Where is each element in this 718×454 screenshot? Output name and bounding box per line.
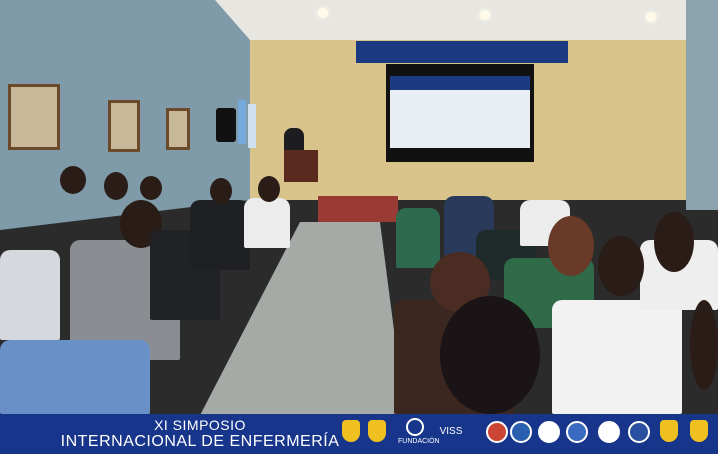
sponsor-badge <box>342 420 360 442</box>
sponsor-logo <box>510 421 532 443</box>
title-line-1: XI SIMPOSIO <box>154 417 246 433</box>
audience-head <box>60 166 86 194</box>
audience-member <box>552 300 682 414</box>
sponsor-logo <box>598 421 620 443</box>
audience-head <box>210 178 232 204</box>
sponsor-logo <box>628 421 650 443</box>
audience-head <box>140 176 162 200</box>
sponsor-badge <box>368 420 386 442</box>
sponsor-logo <box>566 421 588 443</box>
sponsor-logo <box>538 421 560 443</box>
sponsor-logo <box>486 421 508 443</box>
wall-painting <box>108 100 140 152</box>
symposium-title <box>60 417 340 451</box>
fundacion-logo <box>406 418 424 436</box>
audience-member <box>396 208 440 268</box>
projection-screen <box>386 64 534 162</box>
wall-painting <box>166 108 190 150</box>
audience-member <box>0 340 150 414</box>
ceiling-light <box>318 8 328 18</box>
stage <box>318 196 398 222</box>
sponsor-viss: VISS <box>439 426 463 437</box>
flag <box>238 100 246 144</box>
audience-head <box>654 212 694 272</box>
sponsor-badge <box>660 420 678 442</box>
audience-head <box>548 216 594 276</box>
audience-head <box>104 172 128 200</box>
ceiling-light <box>646 12 656 22</box>
audience-head <box>440 296 540 414</box>
audience-head <box>258 176 280 202</box>
title-line-2: INTERNACIONAL DE ENFERMERÍA <box>60 433 340 450</box>
wall-painting <box>8 84 60 150</box>
sponsor-fundacion: FUNDACIÓN <box>398 438 440 445</box>
symposium-banner <box>356 41 568 63</box>
audience-member <box>0 250 60 340</box>
audience-member <box>190 200 250 270</box>
flag <box>248 104 256 148</box>
ceiling <box>180 0 718 42</box>
slide <box>390 76 530 148</box>
right-wall <box>686 0 718 210</box>
audience-head <box>598 236 644 296</box>
loudspeaker <box>216 108 236 142</box>
audience-head <box>690 300 718 390</box>
audience-member <box>244 198 290 248</box>
ceiling-light <box>480 10 490 20</box>
podium <box>284 150 318 182</box>
sponsor-badge <box>690 420 708 442</box>
